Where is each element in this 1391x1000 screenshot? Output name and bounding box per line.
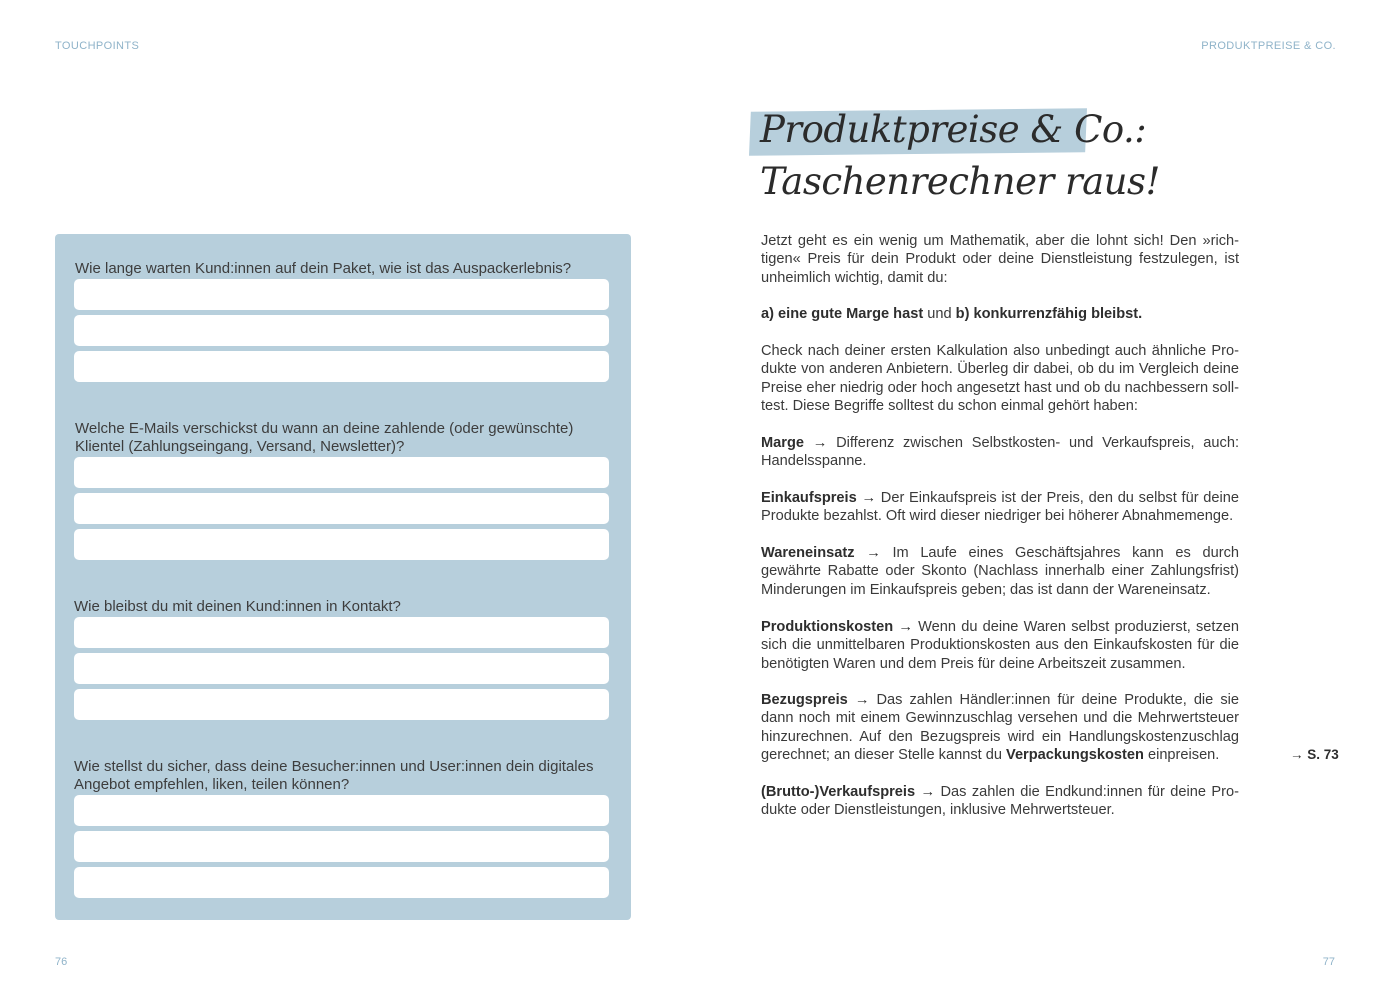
answer-field[interactable] bbox=[74, 315, 609, 346]
term-bezugspreis bbox=[761, 691, 1239, 765]
answer-field[interactable] bbox=[74, 795, 609, 826]
term-label: Produktionskosten bbox=[761, 619, 894, 635]
term-einkaufspreis bbox=[761, 489, 1239, 526]
term-definition: Das zahlen die Endkund:innen für deine Produkte oder Dienstleistungen, inklusive Mehrwertsteuer. bbox=[761, 784, 1239, 819]
term-label: Einkaufspreis bbox=[761, 490, 857, 506]
worksheet-question-4: Wie stellst du sicher, dass deine Besucher:innen und User:innen dein digitales Angebot empfehlen, liken, teilen können? bbox=[74, 758, 594, 793]
running-head-left: TOUCHPOINTS bbox=[55, 40, 140, 52]
answer-field[interactable] bbox=[74, 351, 609, 382]
term-marge bbox=[761, 434, 1239, 471]
title-line-2: Taschenrechner raus! bbox=[760, 160, 1160, 203]
arrow-icon: → bbox=[803, 435, 837, 451]
answer-field[interactable] bbox=[74, 529, 609, 560]
page-number-right: 77 bbox=[1322, 956, 1335, 968]
worksheet-question-3: Wie bleibst du mit deinen Kund:innen in Kontakt? bbox=[74, 598, 401, 615]
term-definition: Der Einkaufspreis ist der Preis, den du selbst für deine Produkte bezahlst. Oft wird dieser niedriger bei höherer Abnahmemenge. bbox=[761, 490, 1240, 525]
goals-paragraph bbox=[761, 305, 1239, 323]
arrow-icon: → bbox=[847, 692, 877, 708]
term-verkaufspreis bbox=[761, 783, 1239, 820]
answer-field[interactable] bbox=[74, 279, 609, 310]
answer-field[interactable] bbox=[74, 867, 609, 898]
goal-b: b) konkurrenzfähig bleibst. bbox=[955, 306, 1143, 322]
term-label: Wareneinsatz bbox=[761, 545, 855, 561]
arrow-icon: → bbox=[915, 784, 941, 800]
term-definition: Das zahlen Händler:innen für deine Produkte, die sie dann noch mit einem Gewinnzuschlag versehen und die Mehrwertsteuer hinzurechnen. Auf den Bezugspreis wird ein Handlungskostenzuschlag gerechnet; an dieser Stelle kannst du bbox=[761, 692, 1240, 764]
goals-connector: und bbox=[923, 306, 956, 322]
term-definition: Im Laufe eines Geschäftsjahres kann es durch gewährte Rabatte oder Skonto (Nachlass innerhalb einer Zahlungsfrist) Minderungen im Einkaufspreis geben; das ist dann der Wareneinsatz. bbox=[761, 545, 1239, 598]
title-line-1: Produktpreise & Co.: bbox=[760, 108, 1147, 151]
answer-field[interactable] bbox=[74, 831, 609, 862]
arrow-icon: → bbox=[856, 490, 881, 506]
answer-field[interactable] bbox=[74, 689, 609, 720]
term-inline-bold: Verpackungskosten bbox=[1006, 747, 1144, 764]
worksheet-question-2: Welche E-Mails verschickst du wann an deine zahlende (oder gewünschte) Klientel (Zahlungseingang, Versand, Newsletter)? bbox=[75, 420, 574, 455]
answer-field[interactable] bbox=[74, 493, 609, 524]
term-label: Bezugspreis bbox=[761, 692, 848, 708]
term-wareneinsatz bbox=[761, 544, 1239, 599]
term-definition: Wenn du deine Waren selbst produzierst, setzen sich die unmittelbaren Produktionskosten aus den Einkaufskosten für die benötigten Waren und dem Preis für deine Arbeitszeit zusammen. bbox=[761, 619, 1239, 672]
arrow-icon: → bbox=[854, 545, 893, 561]
page-cross-reference: → S. 73 bbox=[1290, 747, 1339, 762]
goal-a: a) eine gute Marge hast bbox=[761, 306, 924, 322]
check-paragraph: Check nach deiner ersten Kalkulation also unbedingt auch ähnliche Produkte von anderen Anbietern. Überleg dir dabei, ob du im Vergleich deine Preise eher niedrig oder hoch angesetzt hast und ob du nachbessern solltest. Diese Begriffe solltest du schon einmal gehört haben: bbox=[761, 343, 1239, 415]
worksheet-panel bbox=[55, 234, 631, 920]
worksheet-question-1: Wie lange warten Kund:innen auf dein Paket, wie ist das Auspackerlebnis? bbox=[75, 260, 572, 277]
intro-paragraph: Jetzt geht es ein wenig um Mathematik, aber die lohnt sich! Den »richtigen« Preis für dein Produkt oder deine Dienstleistung festzulegen, ist unheimlich wichtig, damit du: bbox=[761, 233, 1239, 286]
answer-field[interactable] bbox=[74, 457, 609, 488]
term-definition-end: einpreisen. bbox=[1143, 747, 1220, 764]
article-title bbox=[750, 100, 1170, 212]
arrow-icon: → bbox=[893, 619, 919, 635]
answer-field[interactable] bbox=[74, 653, 609, 684]
page-number-left: 76 bbox=[55, 956, 68, 968]
term-label: Marge bbox=[761, 435, 804, 451]
term-produktionskosten bbox=[761, 618, 1239, 673]
running-head-right: PRODUKTPREISE & CO. bbox=[1201, 40, 1336, 52]
term-definition: Differenz zwischen Selbstkosten- und Verkaufspreis, auch: Handelsspanne. bbox=[761, 435, 1240, 470]
term-label: (Brutto-)Verkaufspreis bbox=[761, 784, 916, 800]
answer-field[interactable] bbox=[74, 617, 609, 648]
